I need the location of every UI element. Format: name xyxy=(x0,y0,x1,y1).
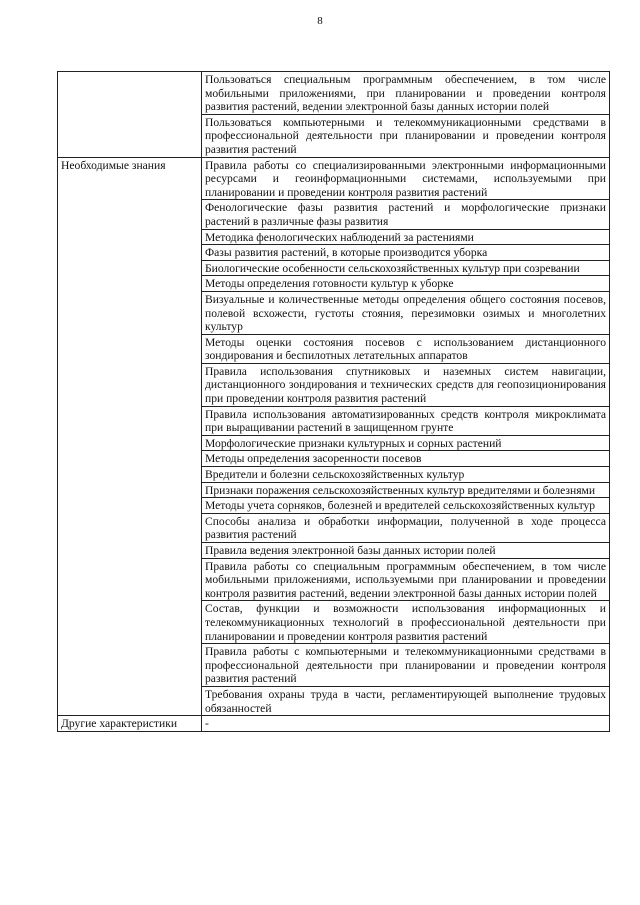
knowledge-item: Правила ведения электронной базы данных истории полей xyxy=(202,543,610,559)
knowledge-row xyxy=(58,513,610,542)
knowledge-item: Правила работы со специализированными электронными информационными ресурсами и геоинформационными системами, используемыми при планировании и проведении контроля развития растений xyxy=(202,157,610,200)
knowledge-label: Необходимые знания xyxy=(58,157,202,200)
skill-item: Пользоваться компьютерными и телекоммуникационными средствами в профессиональной деятельности при планировании и проведении контроля развития растений xyxy=(202,114,610,157)
knowledge-item: Фазы развития растений, в которые производится уборка xyxy=(202,245,610,261)
knowledge-row xyxy=(58,245,610,261)
knowledge-row xyxy=(58,229,610,245)
knowledge-item: Фенологические фазы развития растений и морфологические признаки растений в различные фазы развития xyxy=(202,200,610,229)
knowledge-item: Признаки поражения сельскохозяйственных культур вредителями и болезнями xyxy=(202,482,610,498)
knowledge-item: Морфологические признаки культурных и сорных растений xyxy=(202,435,610,451)
knowledge-item: Требования охраны труда в части, регламентирующей выполнение трудовых обязанностей xyxy=(202,686,610,715)
skills-label-cell xyxy=(58,72,202,115)
job-requirements-table xyxy=(57,71,610,732)
knowledge-row xyxy=(58,334,610,363)
other-label: Другие характеристики xyxy=(58,716,202,732)
knowledge-row xyxy=(58,543,610,559)
skills-row xyxy=(58,114,610,157)
knowledge-row xyxy=(58,260,610,276)
knowledge-item: Методы определения засоренности посевов xyxy=(202,451,610,467)
knowledge-row xyxy=(58,200,610,229)
knowledge-row xyxy=(58,276,610,292)
knowledge-item: Вредители и болезни сельскохозяйственных культур xyxy=(202,467,610,483)
knowledge-row xyxy=(58,482,610,498)
knowledge-item: Методы оценки состояния посевов с использованием дистанционного зондирования и беспилотных летательных аппаратов xyxy=(202,334,610,363)
other-value: - xyxy=(202,716,610,732)
knowledge-row xyxy=(58,406,610,435)
knowledge-row xyxy=(58,291,610,334)
knowledge-item: Методика фенологических наблюдений за растениями xyxy=(202,229,610,245)
knowledge-row xyxy=(58,686,610,715)
knowledge-row xyxy=(58,601,610,644)
page-number: 8 xyxy=(317,15,323,27)
knowledge-row xyxy=(58,435,610,451)
skills-label-cell xyxy=(58,114,202,157)
other-row xyxy=(58,716,610,732)
knowledge-row xyxy=(58,451,610,467)
knowledge-item: Биологические особенности сельскохозяйственных культур при созревании xyxy=(202,260,610,276)
knowledge-item: Правила использования спутниковых и наземных систем навигации, дистанционного зондирования и технических средств для геопозиционирования при проведении контроля развития растений xyxy=(202,363,610,406)
knowledge-item: Методы определения готовности культур к уборке xyxy=(202,276,610,292)
skills-row xyxy=(58,72,610,115)
knowledge-item: Способы анализа и обработки информации, полученной в ходе процесса развития растений xyxy=(202,513,610,542)
skill-item: Пользоваться специальным программным обеспечением, в том числе мобильными приложениями, при планировании и проведении контроля развития растений, ведении электронной базы данных истории полей xyxy=(202,72,610,115)
knowledge-row xyxy=(58,157,610,200)
knowledge-item: Правила использования автоматизированных средств контроля микроклимата при выращивании растений в защищенном грунте xyxy=(202,406,610,435)
knowledge-item: Методы учета сорняков, болезней и вредителей сельскохозяйственных культур xyxy=(202,498,610,514)
knowledge-item: Правила работы с компьютерными и телекоммуникационными средствами в профессиональной деятельности при планировании и проведении контроля развития растений xyxy=(202,644,610,687)
knowledge-row xyxy=(58,558,610,601)
knowledge-row xyxy=(58,498,610,514)
knowledge-item: Визуальные и количественные методы определения общего состояния посевов, полевой всхожести, густоты стояния, перезимовки озимых и многолетних культур xyxy=(202,291,610,334)
knowledge-row xyxy=(58,644,610,687)
knowledge-item: Правила работы со специальным программным обеспечением, в том числе мобильными приложениями, используемыми при планировании и проведении контроля развития растений, ведении электронной базы данных истории полей xyxy=(202,558,610,601)
knowledge-row xyxy=(58,363,610,406)
knowledge-item: Состав, функции и возможности использования информационных и телекоммуникационных технологий в профессиональной деятельности при планировании и проведении контроля развития растений xyxy=(202,601,610,644)
knowledge-row xyxy=(58,467,610,483)
